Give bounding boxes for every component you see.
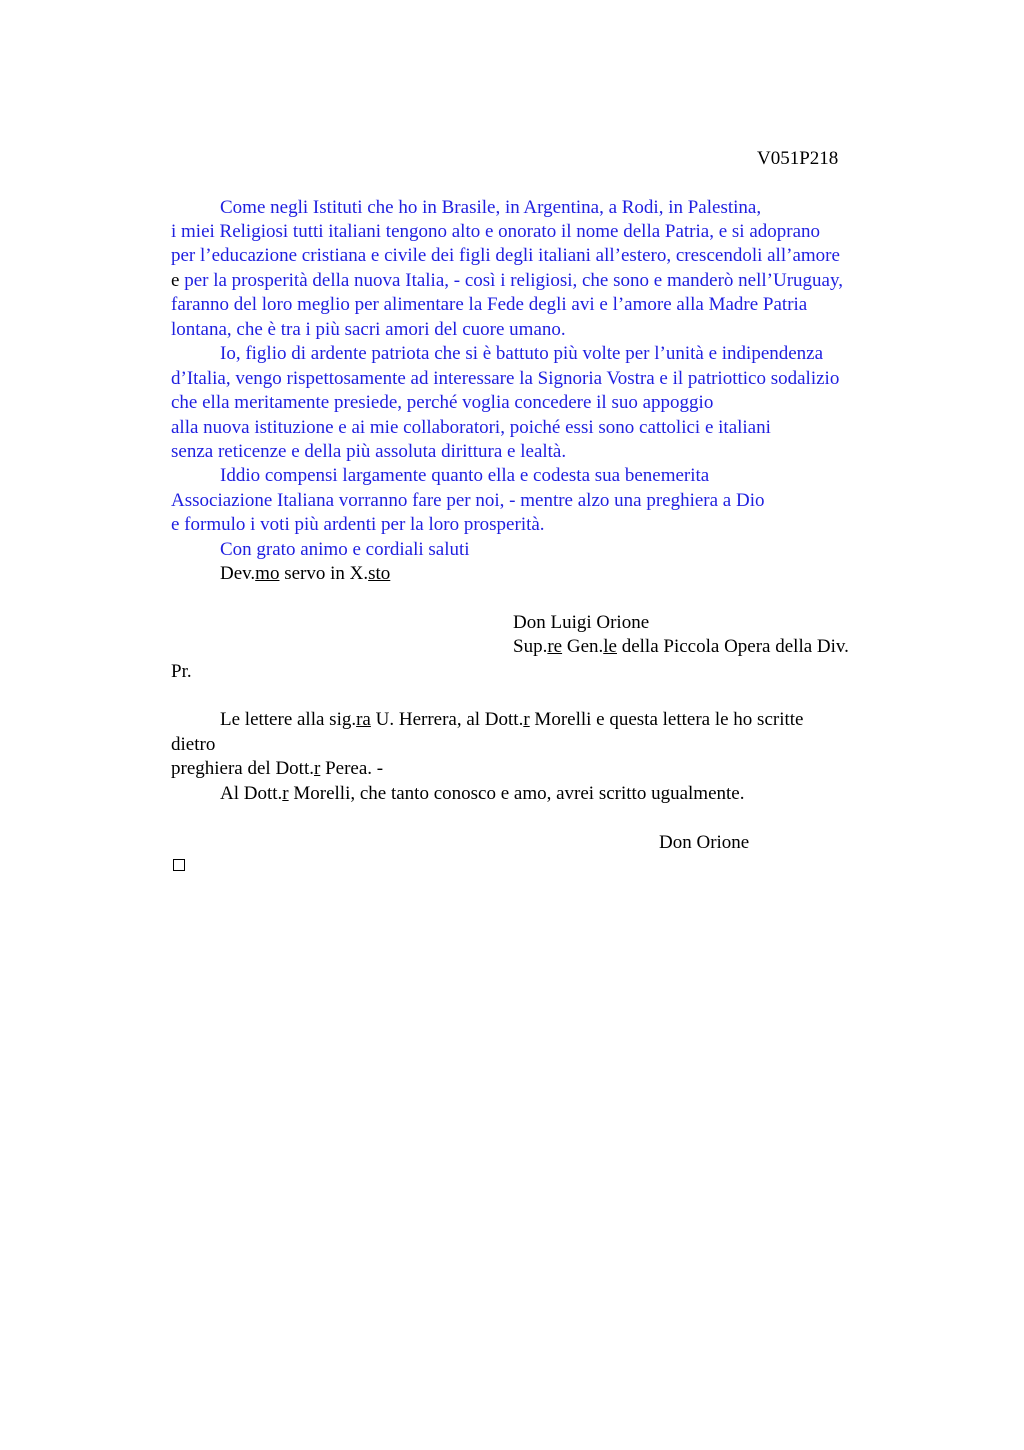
letter-line: che ella meritamente presiede, perché voglia concedere il suo appoggio <box>171 392 714 413</box>
title-text: Sup. <box>513 636 548 657</box>
letter-line: faranno del loro meglio per alimentare la Fede degli avi e l’amore alla Madre Patria <box>171 294 808 315</box>
title-text: Gen. <box>562 636 604 657</box>
closing-line: Con grato animo e cordiali saluti <box>220 539 470 560</box>
letter-line: e formulo i voti più ardenti per la loro prosperità. <box>171 514 545 535</box>
postscript-line <box>171 757 383 781</box>
postscript-text: Morelli e questa lettera le ho scritte <box>529 709 804 730</box>
letter-line: Come negli Istituti che ho in Brasile, in Argentina, a Rodi, in Palestina, <box>220 197 762 218</box>
valediction-text: Dev. <box>220 563 256 584</box>
letter-line: Io, figlio di ardente patriota che si è battuto più volte per l’unità e indipendenza <box>220 343 824 364</box>
letter-line: alla nuova istituzione e ai mie collaboratori, poiché essi sono cattolici e italiani <box>171 417 771 438</box>
abbrev-superscript: r <box>282 783 289 804</box>
letter-text: per la prosperità della nuova Italia, - così i religiosi, che sono e manderò nell’Uruguay, <box>179 270 843 291</box>
title-text: della Piccola Opera della Div. <box>616 636 849 657</box>
letter-line: i miei Religiosi tutti italiani tengono alto e onorato il nome della Patria, e si adoprano <box>171 221 821 242</box>
abbrev-superscript: re <box>547 636 563 657</box>
signature-name: Don Luigi Orione <box>513 612 650 633</box>
postscript-line: dietro <box>171 734 216 755</box>
letter-line: per l’educazione cristiana e civile dei figli degli italiani all’estero, crescendoli all’amore <box>171 245 840 266</box>
signature-title-continuation: Pr. <box>171 661 192 682</box>
abbrev-superscript: sto <box>368 563 391 584</box>
postscript-text: Le lettere alla sig. <box>220 709 357 730</box>
postscript-line <box>220 782 744 806</box>
letter-word: e <box>171 270 180 291</box>
letter-line <box>171 269 843 293</box>
abbrev-superscript: r <box>523 709 530 730</box>
letter-line: Associazione Italiana vorranno fare per noi, - mentre alzo una preghiera a Dio <box>171 490 765 511</box>
postscript-text: Al Dott. <box>220 783 283 804</box>
letter-line: d’Italia, vengo rispettosamente ad interessare la Signoria Vostra e il patriottico sodalizio <box>171 368 840 389</box>
postscript-signature: Don Orione <box>659 832 750 853</box>
postscript-text: U. Herrera, al Dott. <box>370 709 524 730</box>
valediction <box>220 562 390 586</box>
page-id: V051P218 <box>757 148 839 169</box>
signature-title <box>513 635 849 659</box>
letter-line: lontana, che è tra i più sacri amori del cuore umano. <box>171 319 566 340</box>
valediction-text: servo in X. <box>279 563 369 584</box>
letter-line: Iddio compensi largamente quanto ella e codesta sua benemerita <box>220 465 710 486</box>
postscript-text: Morelli, che tanto conosco e amo, avrei scritto ugualmente. <box>288 783 745 804</box>
checkbox-icon <box>173 859 185 871</box>
postscript-line <box>220 708 803 732</box>
postscript-text: preghiera del Dott. <box>171 758 314 779</box>
abbrev-superscript: ra <box>356 709 371 730</box>
abbrev-superscript: r <box>313 758 321 779</box>
postscript-text: Perea. - <box>320 758 384 779</box>
letter-line: senza reticenze e della più assoluta dirittura e lealtà. <box>171 441 567 462</box>
abbrev-superscript: mo <box>255 563 280 584</box>
abbrev-superscript: le <box>603 636 617 657</box>
